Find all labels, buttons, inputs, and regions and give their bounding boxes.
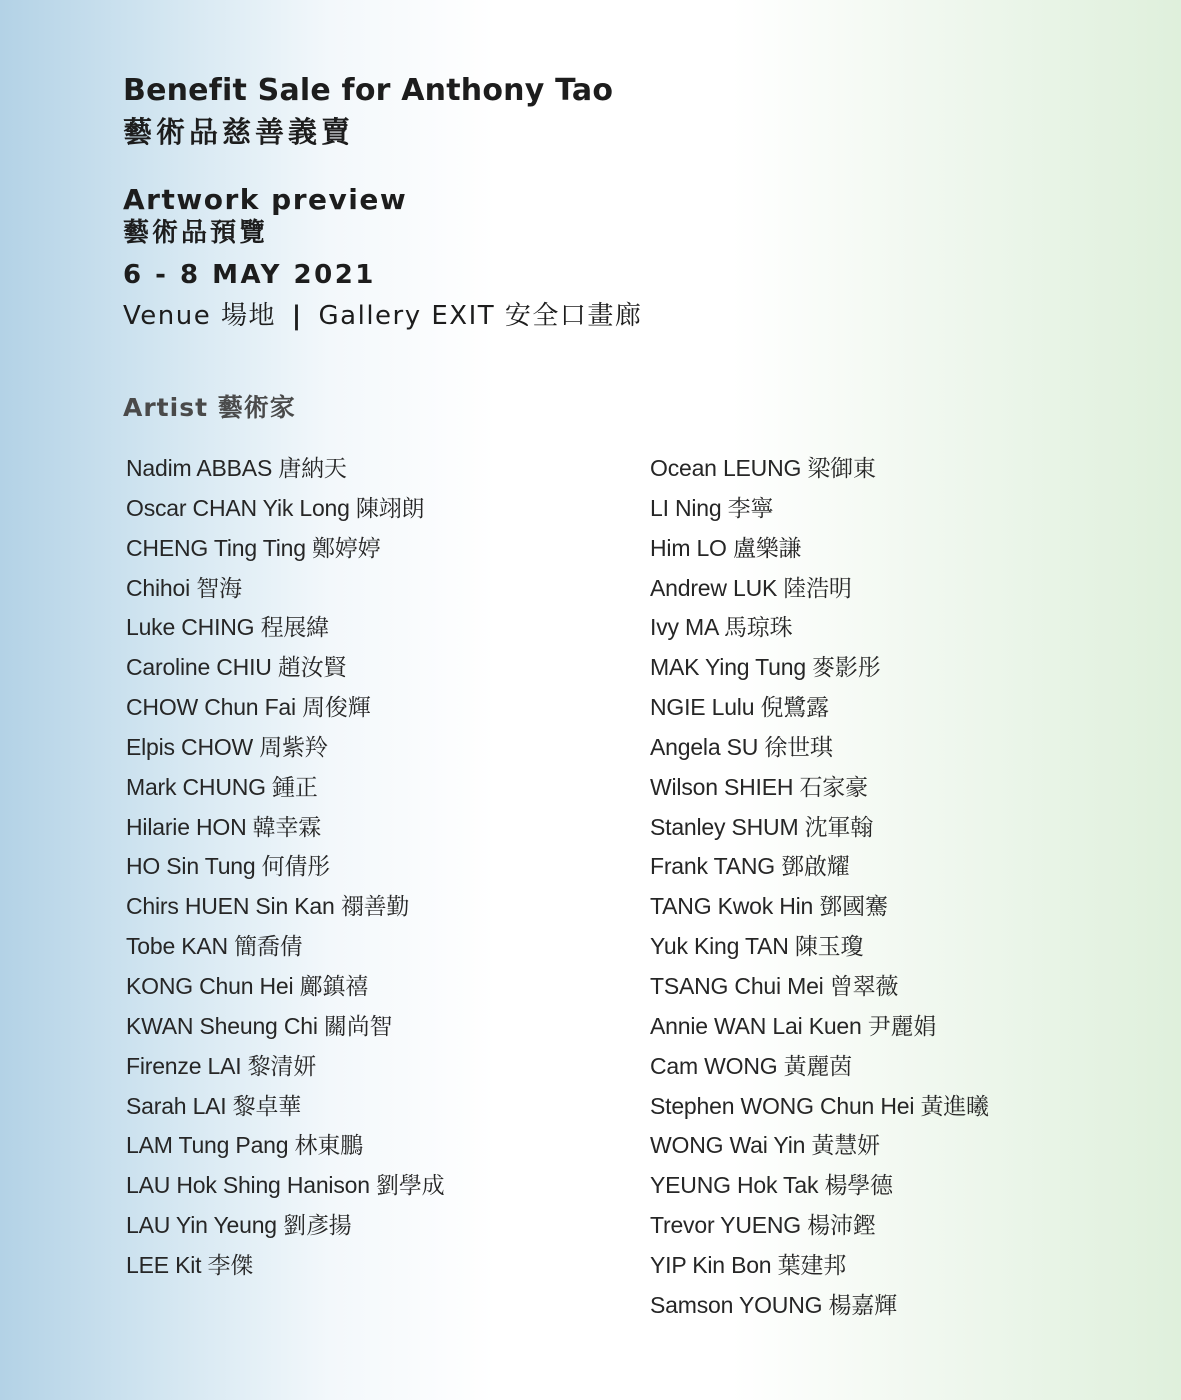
artist-name: Yuk King TAN 陳玉瓊 xyxy=(650,933,864,960)
artist-name: MAK Ying Tung 麥影彤 xyxy=(650,654,881,681)
artist-name: KONG Chun Hei 鄺鎮禧 xyxy=(126,972,368,999)
artist-name: LAM Tung Pang 林東鵬 xyxy=(126,1132,363,1159)
artist-name: Him LO 盧樂謙 xyxy=(650,534,802,561)
artist-name: CHENG Ting Ting 鄭婷婷 xyxy=(126,534,381,561)
artist-name: LI Ning 李寧 xyxy=(650,494,774,521)
venue-value: Gallery EXIT 安全口畫廊 xyxy=(318,301,643,331)
artist-name: YEUNG Hok Tak 楊學德 xyxy=(650,1172,893,1199)
artist-name: Ivy MA 馬琼珠 xyxy=(650,614,793,641)
artist-name: Angela SU 徐世琪 xyxy=(650,733,833,760)
artist-name: TSANG Chui Mei 曾翠薇 xyxy=(650,972,899,999)
artist-name: WONG Wai Yin 黃慧妍 xyxy=(650,1132,880,1159)
artist-name: Caroline CHIU 趙汝賢 xyxy=(126,654,347,681)
artist-name: LAU Hok Shing Hanison 劉學成 xyxy=(126,1172,445,1199)
artist-name: Oscar CHAN Yik Long 陳翊朗 xyxy=(126,494,425,521)
artist-name: Ocean LEUNG 梁御東 xyxy=(650,455,876,481)
artist-name: Trevor YUENG 楊沛鏗 xyxy=(650,1212,876,1239)
artist-name: LAU Yin Yeung 劉彥揚 xyxy=(126,1212,352,1239)
artist-name: Cam WONG 黃麗茵 xyxy=(650,1052,853,1079)
artist-name: Firenze LAI 黎清妍 xyxy=(126,1052,316,1079)
artist-list-right xyxy=(650,449,989,1326)
event-title-zh: 藝術品慈善義賣 xyxy=(123,115,355,149)
artist-name: Stephen WONG Chun Hei 黃進曦 xyxy=(650,1092,989,1119)
artist-name: Tobe KAN 簡喬倩 xyxy=(126,933,303,960)
artist-name: KWAN Sheung Chi 關尚智 xyxy=(126,1012,393,1039)
venue-label: Venue 場地 xyxy=(123,301,276,331)
artist-name: Annie WAN Lai Kuen 尹麗娟 xyxy=(650,1012,937,1039)
artist-name: Wilson SHIEH 石家豪 xyxy=(650,773,868,800)
artist-name: YIP Kin Bon 葉建邦 xyxy=(650,1251,846,1278)
artist-name: Luke CHING 程展緯 xyxy=(126,614,329,641)
event-title-en: Benefit Sale for Anthony Tao xyxy=(123,73,614,108)
artist-name: LEE Kit 李傑 xyxy=(126,1251,254,1278)
artist-name: Frank TANG 鄧啟耀 xyxy=(650,853,850,880)
preview-heading-en: Artwork preview xyxy=(123,183,408,216)
artist-name: HO Sin Tung 何倩彤 xyxy=(126,853,331,880)
artist-name: Samson YOUNG 楊嘉輝 xyxy=(650,1291,897,1318)
artist-name: Hilarie HON 韓幸霖 xyxy=(126,813,322,840)
artist-name: Andrew LUK 陸浩明 xyxy=(650,574,852,601)
venue-line xyxy=(123,299,1023,333)
venue-separator: | xyxy=(291,301,303,331)
artist-name: Chirs HUEN Sin Kan 禤善勤 xyxy=(126,893,410,920)
preview-heading-zh: 藝術品預覽 xyxy=(123,218,269,248)
artist-name: Sarah LAI 黎卓華 xyxy=(126,1092,302,1119)
artist-name: Chihoi 智海 xyxy=(126,574,242,601)
artist-name: TANG Kwok Hin 鄧國騫 xyxy=(650,893,888,920)
artist-name: Stanley SHUM 沈軍翰 xyxy=(650,813,874,840)
artist-section-heading: Artist 藝術家 xyxy=(123,393,296,422)
artist-name: NGIE Lulu 倪鷺露 xyxy=(650,694,829,721)
artist-name: CHOW Chun Fai 周俊輝 xyxy=(126,694,371,721)
artist-list-left xyxy=(126,449,444,1286)
artist-name: Mark CHUNG 鍾正 xyxy=(126,773,318,800)
artist-name: Nadim ABBAS 唐納天 xyxy=(126,455,347,481)
event-dates: 6 - 8 MAY 2021 xyxy=(123,260,376,290)
event-header xyxy=(123,70,1023,333)
artist-name: Elpis CHOW 周紫羚 xyxy=(126,733,328,760)
